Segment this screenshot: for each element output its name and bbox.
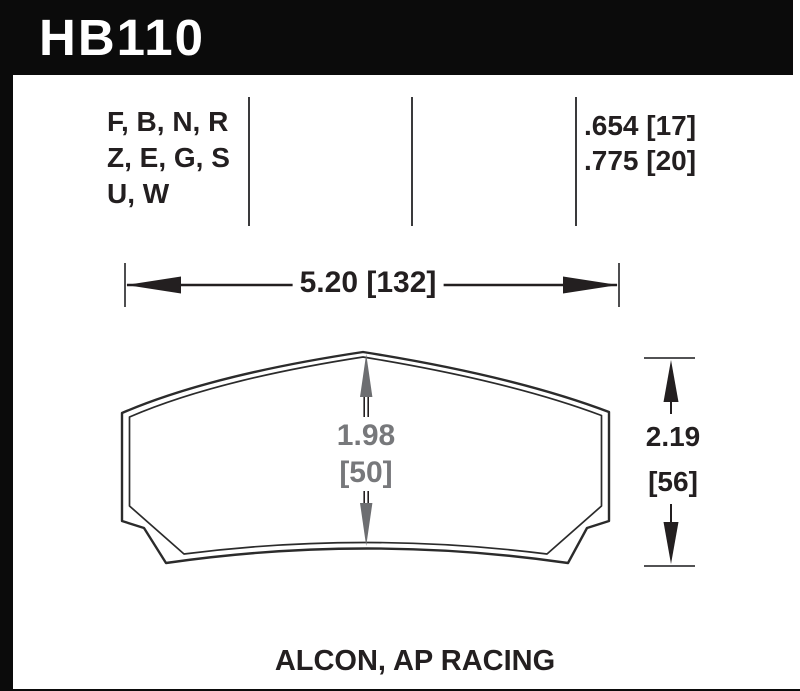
thickness-value-1: .654 [17] [584,110,697,141]
thickness-value-2: .775 [20] [584,145,697,176]
table-divider-line-1 [248,97,250,226]
overall-height-dimension-label [638,414,708,504]
compound-codes-line-1: F, B, N, R [107,106,229,137]
part-number: HB110 [39,9,205,66]
center-height-mm: [50] [339,456,393,489]
compound-codes-line-3: U, W [107,178,170,209]
overall-height-mm: [56] [648,466,698,497]
width-dimension-label: 5.20 [132] [293,266,444,299]
center-height-dimension-label [332,417,400,491]
center-height-inches: 1.98 [336,419,396,452]
table-divider-line-3 [575,97,577,226]
left-border-bar [0,0,13,691]
header-bar [0,0,793,75]
applications-caption: ALCON, AP RACING [274,645,556,677]
compound-codes [107,104,230,212]
table-divider-line-2 [411,97,413,226]
pad-thickness-values [584,108,696,178]
overall-height-inches: 2.19 [645,421,701,452]
compound-codes-line-2: Z, E, G, S [107,142,230,173]
